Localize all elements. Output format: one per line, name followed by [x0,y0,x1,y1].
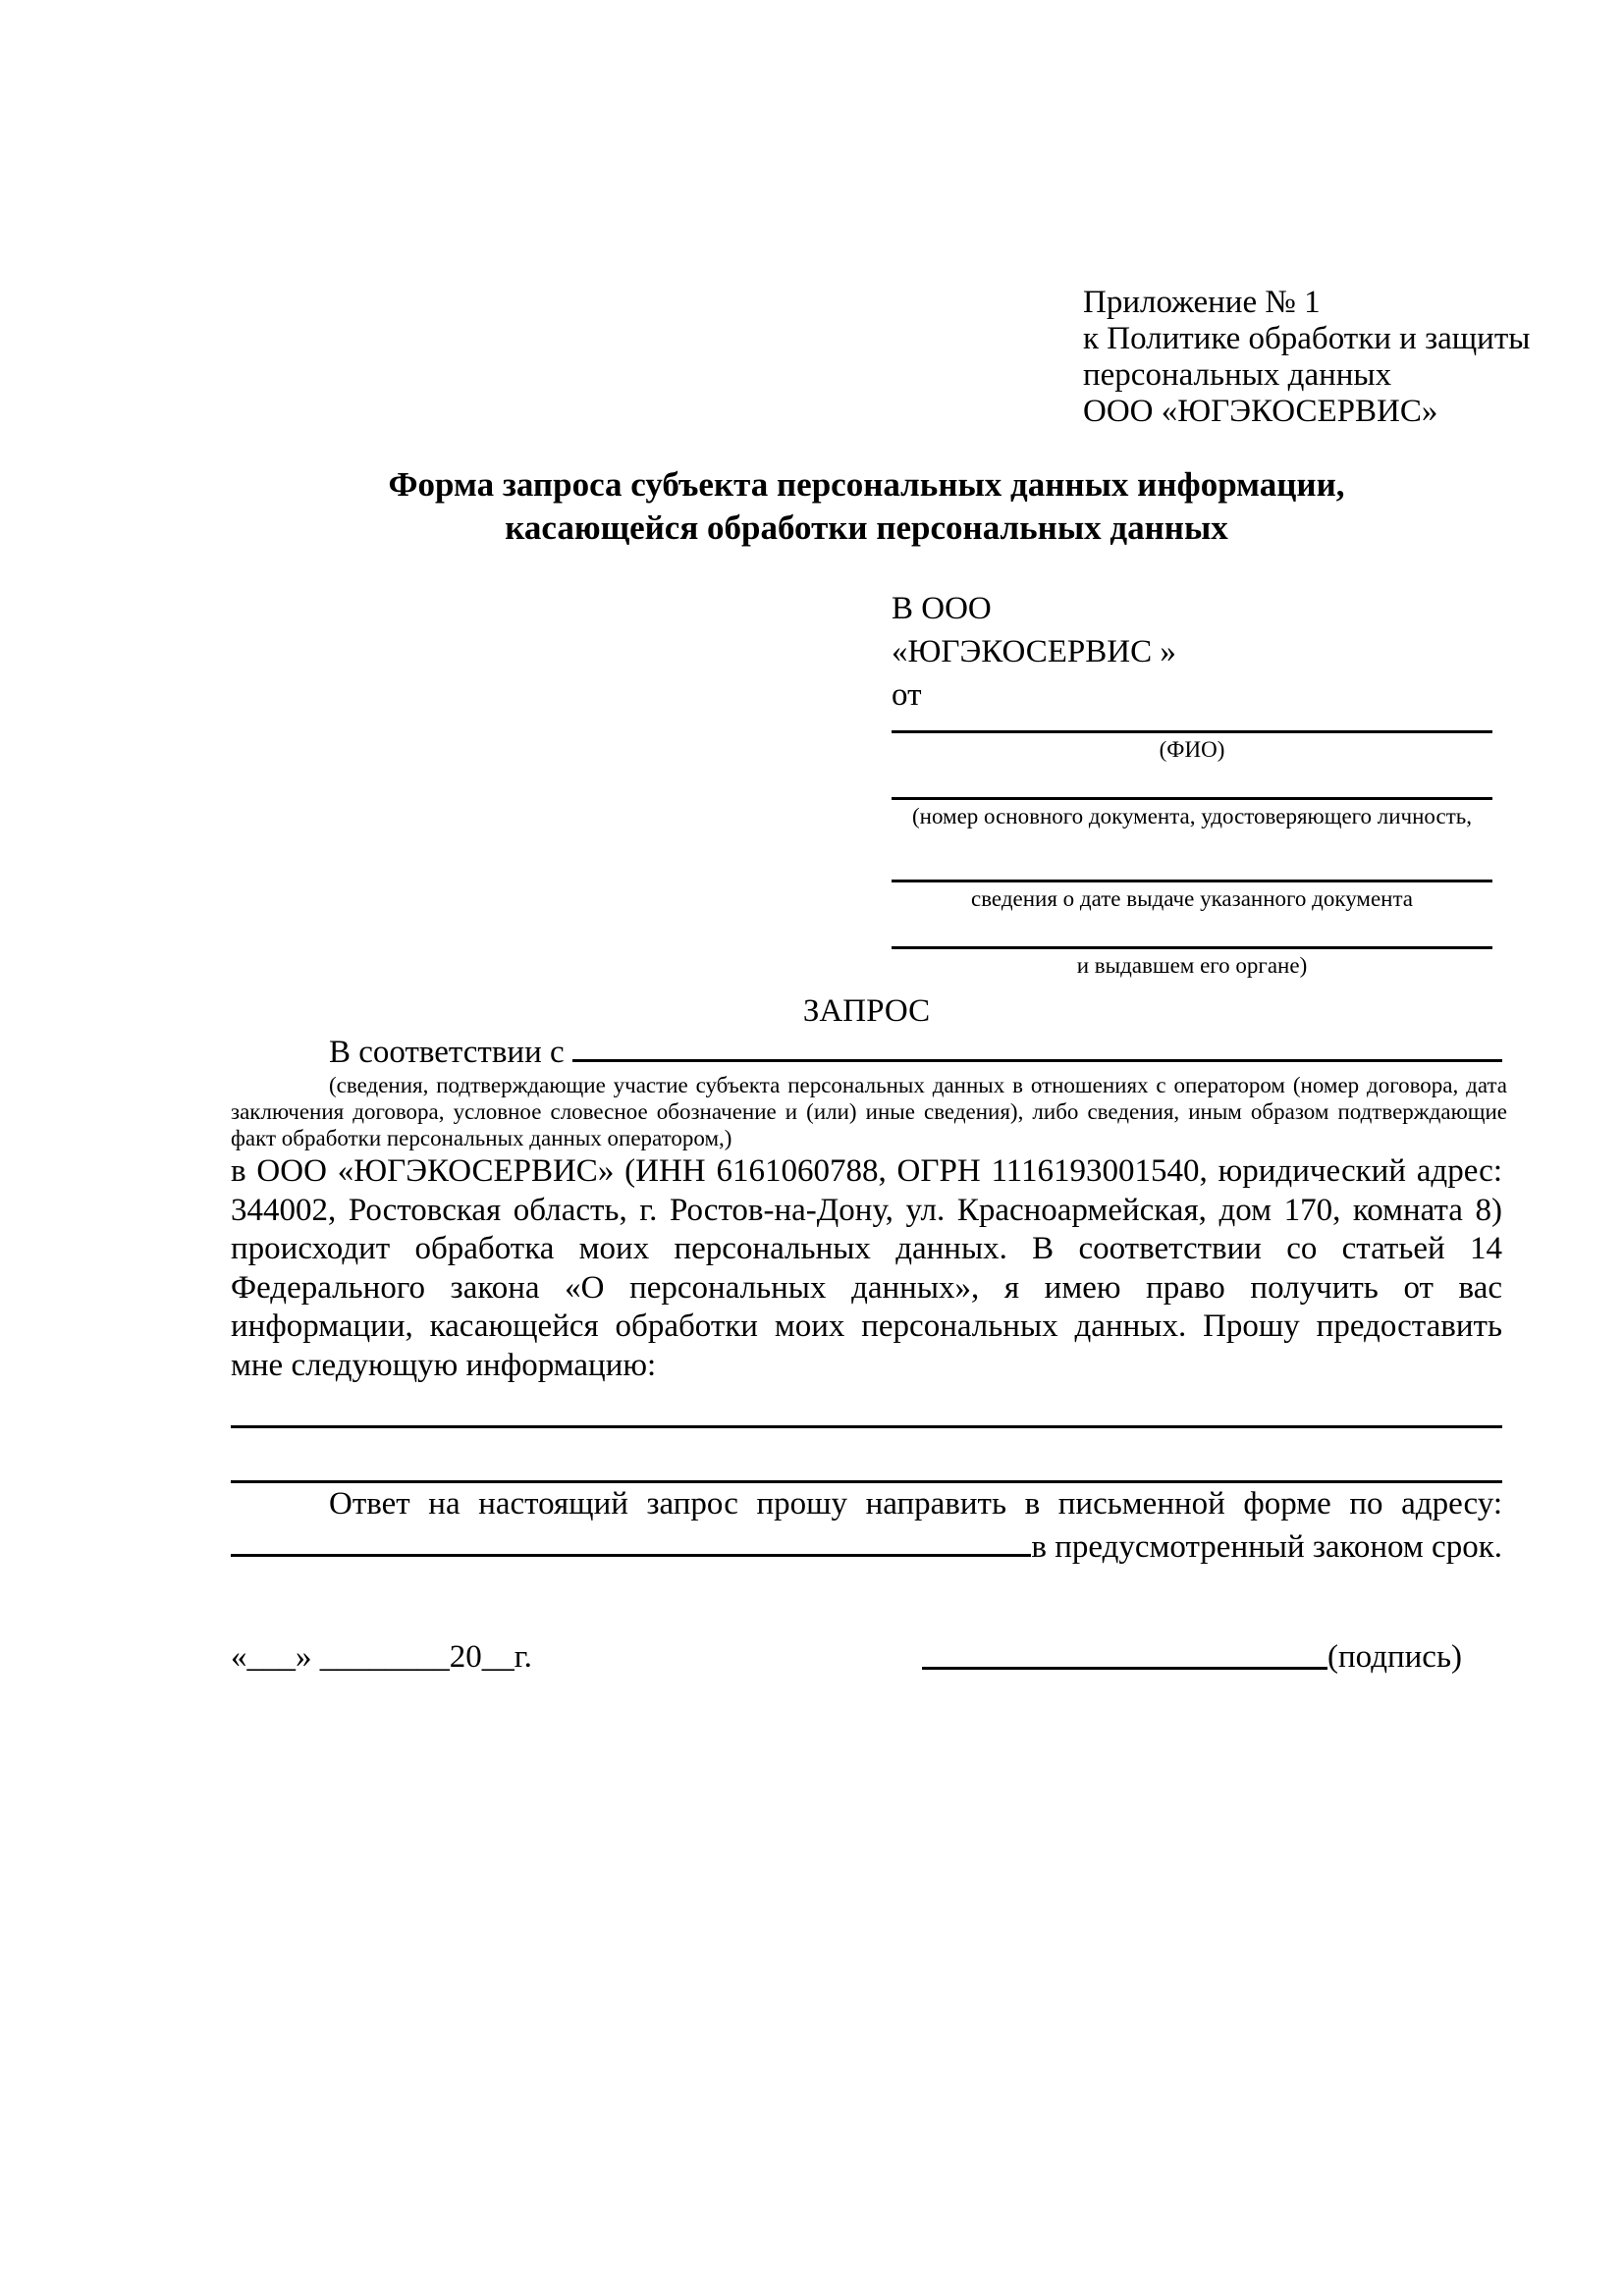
document-number-blank-line [892,797,1492,800]
reply-instruction-paragraph: Ответ на настоящий запрос прошу направить в письменной форме по адресу: [329,1486,1502,1522]
appendix-header [1083,285,1530,430]
appendix-header-line: Приложение № 1 [1083,285,1321,320]
appendix-header-line: ООО «ЮГЭКОСЕРВИС» [1083,394,1438,429]
issue-date-field [892,880,1492,912]
fio-field [892,730,1492,763]
basis-blank-line [572,1058,1502,1062]
reply-address-row [231,1527,1502,1567]
date-signature-row [231,1637,1502,1677]
issue-date-field-caption: сведения о дате выдаче указанного документа [970,886,1414,911]
appendix-header-line: к Политике обработки и защиты [1083,321,1531,356]
signature-blank-line [922,1667,1327,1670]
issuing-authority-field [892,946,1492,979]
issuing-authority-blank-line [892,946,1492,949]
date-blank: «___» ________20__г. [231,1639,532,1675]
appendix-header-line: персональных данных [1083,357,1392,393]
request-heading: ЗАПРОС [802,993,931,1029]
signature-caption: (подпись) [1327,1639,1462,1675]
addressee-company-line: «ЮГЭКОСЕРВИС » [892,634,1176,669]
request-body-paragraph: в ООО «ЮГЭКОСЕРВИС» (ИНН 6161060788, ОГРН 1116193001540, юридический адрес: 344002, Ростовская область, г. Ростов-на-Дону, ул. Красноармейская, дом 170, комната 8) происходит обработка моих персональных данных. В соответствии со статьей 14 Федерального закона «О персональных данных», я имею право получить от вас информации, касающейся обработки моих персональных данных. Прошу предоставить мне следующую информацию: [231,1153,1502,1383]
addressee-from-label: от [892,677,922,713]
document-number-field-caption: (номер основного документа, удостоверяющего личность, [911,804,1472,828]
fio-field-caption: (ФИО) [1159,737,1225,762]
document-title-line: касающейся обработки персональных данных [505,508,1228,547]
information-blank-line-1 [231,1425,1502,1428]
fio-blank-line [892,730,1492,733]
issuing-authority-field-caption: и выдавшем его органе) [1076,953,1308,978]
reply-address-blank-line [231,1553,1031,1557]
document-number-field [892,797,1492,829]
basis-prefix-text: В соответствии с [329,1035,572,1070]
document-title-line: Форма запроса субъекта персональных данных информации, [388,465,1345,504]
addressee-company-line: В ООО [892,591,992,626]
basis-footnote: (сведения, подтверждающие участие субъекта персональных данных в отношениях с оператором (номер договора, дата заключения договора, условное словесное обозначение и (или) иные сведения), либо сведения, иным образом подтверждающие факт обработки персональных данных оператором,) [231,1073,1507,1150]
basis-row [231,1033,1502,1072]
signature-group [922,1637,1462,1677]
reply-suffix-text: в предусмотренный законом срок. [1031,1529,1502,1565]
document-title [231,463,1502,550]
information-blank-line-2 [231,1480,1502,1483]
addressee-block [892,587,1176,717]
issue-date-blank-line [892,880,1492,882]
